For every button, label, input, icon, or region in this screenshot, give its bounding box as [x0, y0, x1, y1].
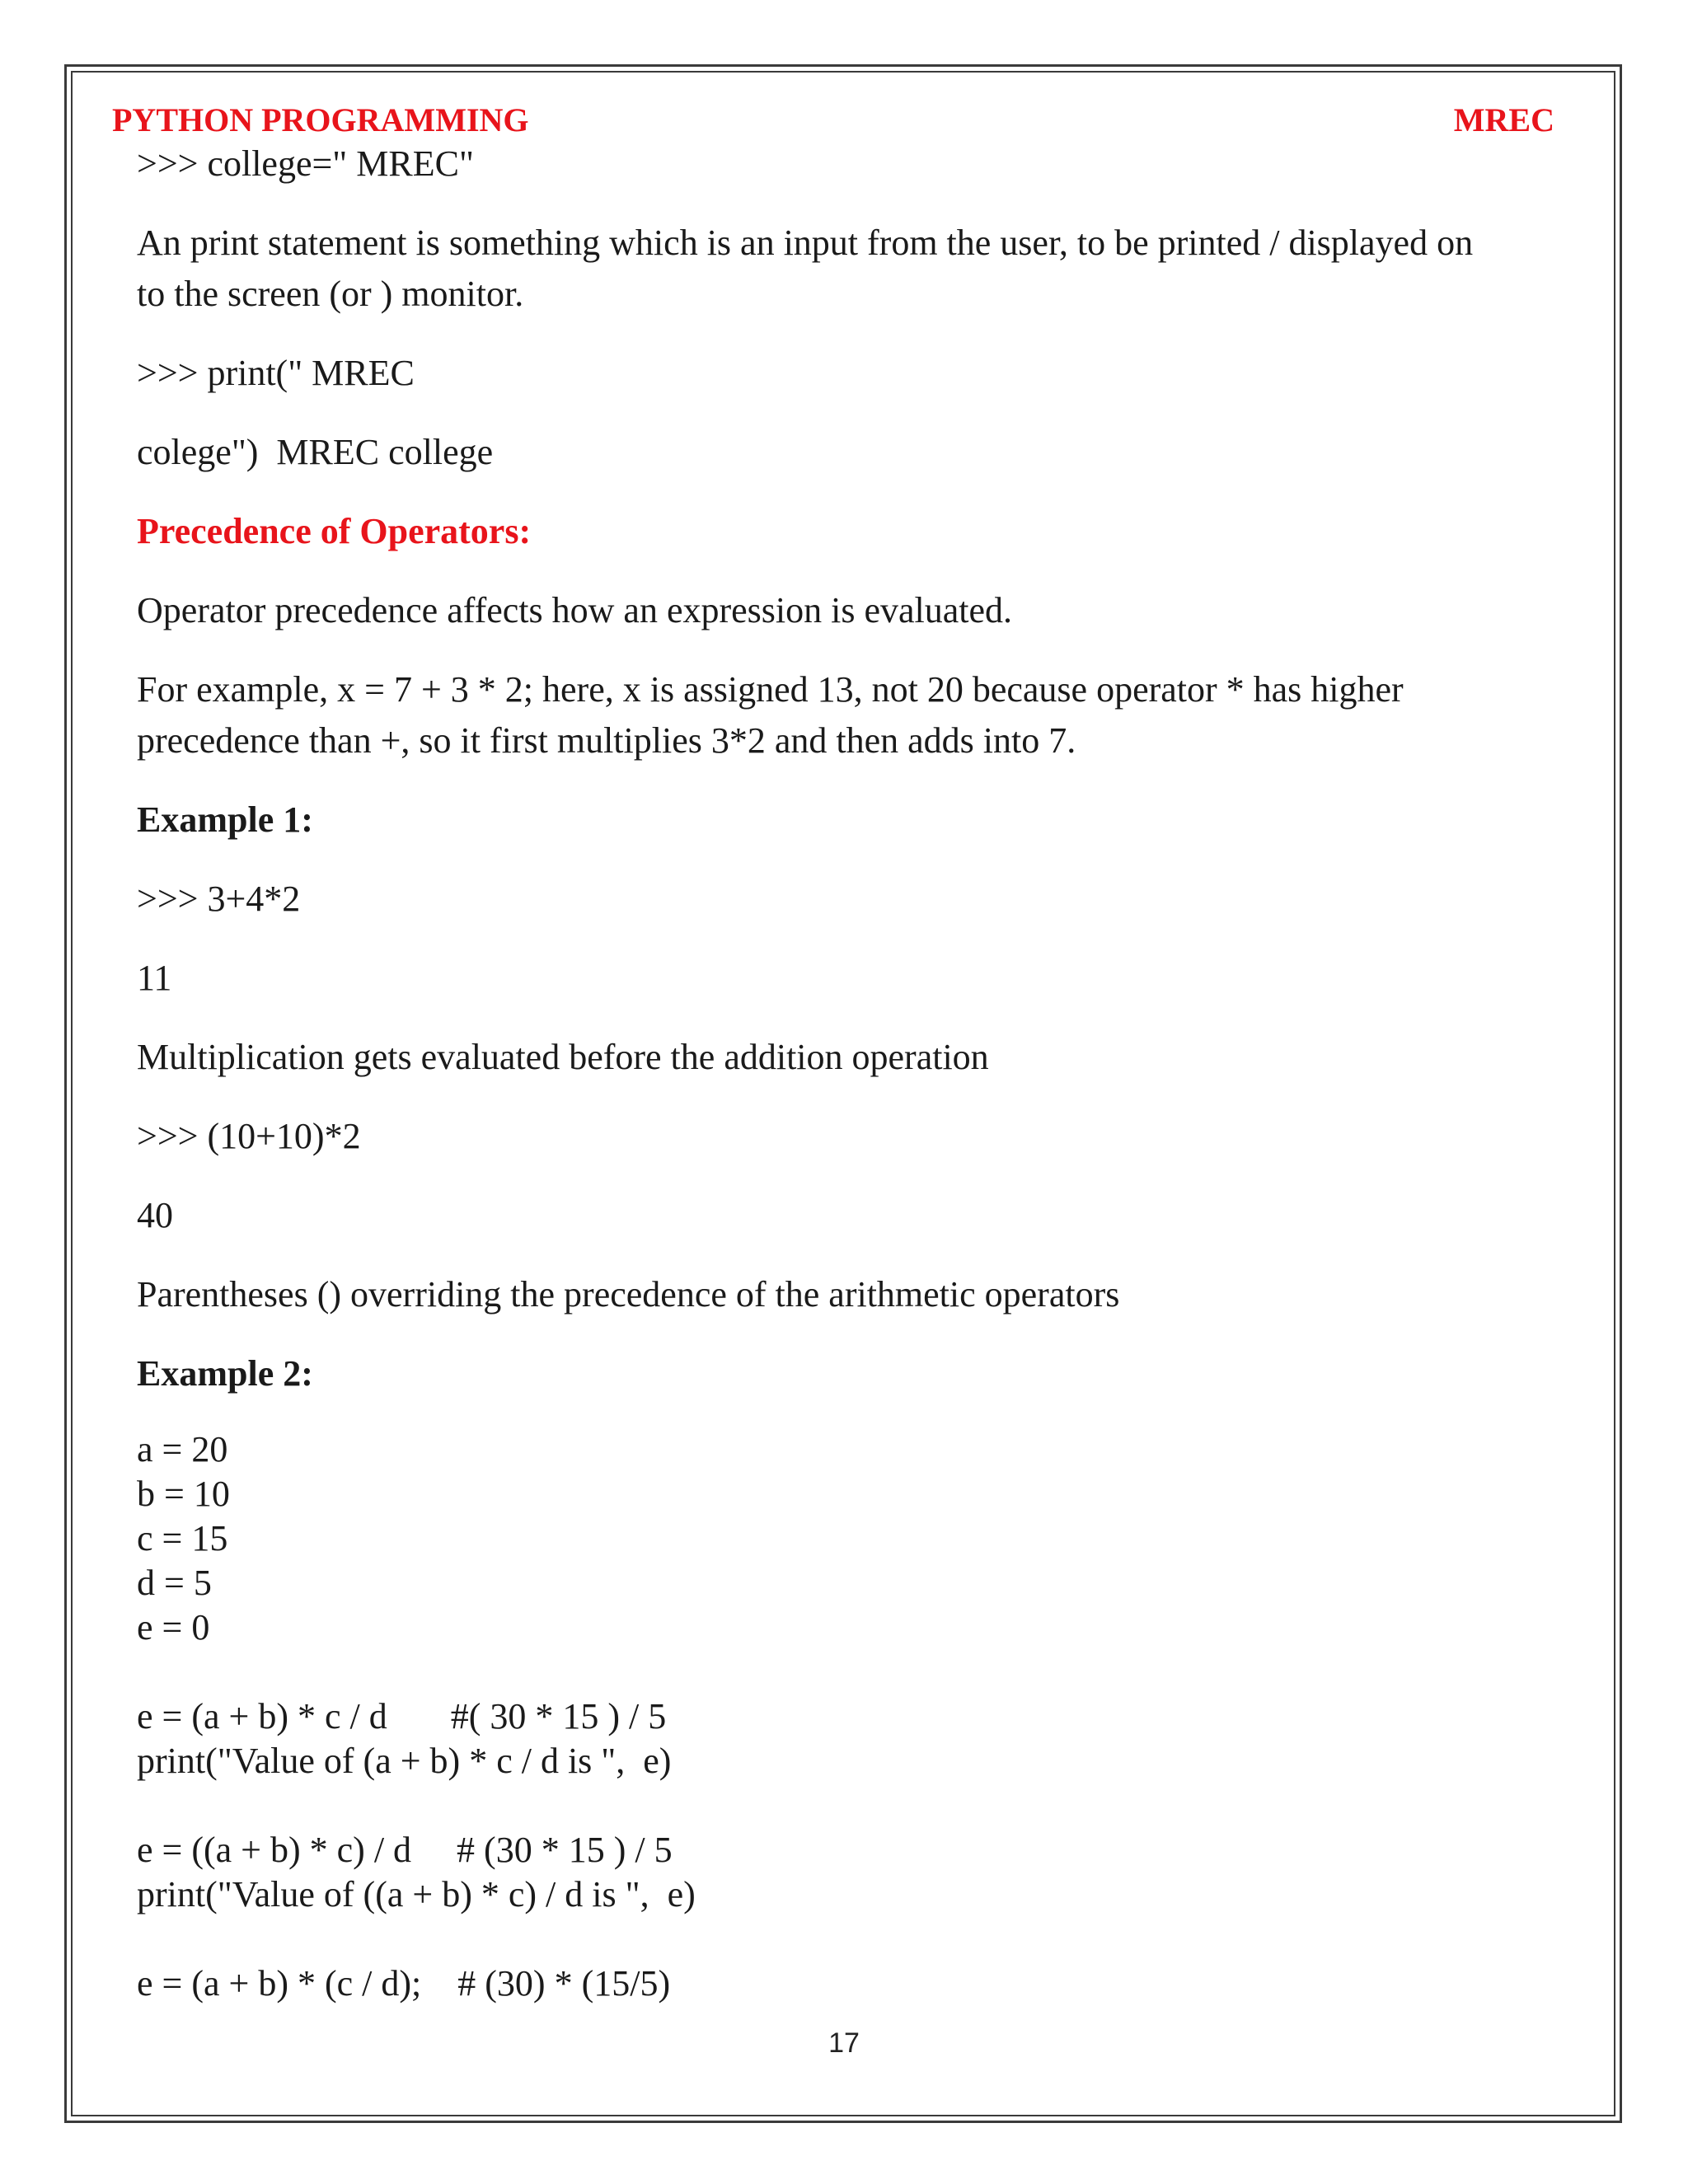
print-description-line-2: to the screen (or ) monitor.	[137, 274, 524, 314]
header-institution: MREC	[1453, 101, 1554, 138]
code-line: print("Value of (a + b) * c / d is ", e)	[137, 1741, 672, 1781]
code-line: c = 15	[137, 1518, 228, 1558]
code-print-line-1: >>> print(" MREC	[137, 353, 415, 393]
example-1-command-1: >>> 3+4*2	[137, 879, 301, 919]
example-1-note-1: Multiplication gets evaluated before the addition operation	[137, 1037, 989, 1077]
example-1-output-2: 40	[137, 1195, 173, 1235]
code-line: print("Value of ((a + b) * c) / d is ", e)	[137, 1874, 696, 1915]
print-description-line-1: An print statement is something which is an input from the user, to be printed / displayed on	[137, 223, 1474, 263]
example-2-block-3	[137, 1961, 1571, 2006]
page-number: 17	[828, 2027, 860, 2059]
code-line: d = 5	[137, 1563, 212, 1603]
page-content	[137, 138, 1571, 2006]
precedence-description: Operator precedence affects how an expression is evaluated.	[137, 590, 1013, 630]
example-1-heading: Example 1:	[137, 799, 313, 840]
example-2-variables	[137, 1427, 1571, 1650]
example-description-line-1: For example, x = 7 + 3 * 2; here, x is assigned 13, not 20 because operator * has higher	[137, 669, 1404, 710]
header-title: PYTHON PROGRAMMING	[112, 101, 529, 138]
example-1-output-1: 11	[137, 958, 172, 998]
code-college-assign: >>> college=" MREC"	[137, 143, 474, 184]
code-line: b = 10	[137, 1474, 230, 1514]
code-line: e = 0	[137, 1607, 210, 1647]
code-line: a = 20	[137, 1429, 228, 1469]
example-1-note-2: Parentheses () overriding the precedence of the arithmetic operators	[137, 1274, 1120, 1315]
code-print-line-2: colege") MREC college	[137, 432, 494, 472]
code-line: e = (a + b) * c / d #( 30 * 15 ) / 5	[137, 1696, 667, 1736]
example-description-line-2: precedence than +, so it first multiplies 3*2 and then adds into 7.	[137, 720, 1076, 761]
example-2-block-2	[137, 1828, 1571, 1917]
example-1-command-2: >>> (10+10)*2	[137, 1116, 361, 1156]
example-2-heading: Example 2:	[137, 1353, 313, 1394]
code-line: e = ((a + b) * c) / d # (30 * 15 ) / 5	[137, 1830, 673, 1870]
section-heading-precedence: Precedence of Operators:	[137, 511, 532, 551]
code-line: e = (a + b) * (c / d); # (30) * (15/5)	[137, 1963, 671, 2004]
example-2-block-1	[137, 1694, 1571, 1783]
